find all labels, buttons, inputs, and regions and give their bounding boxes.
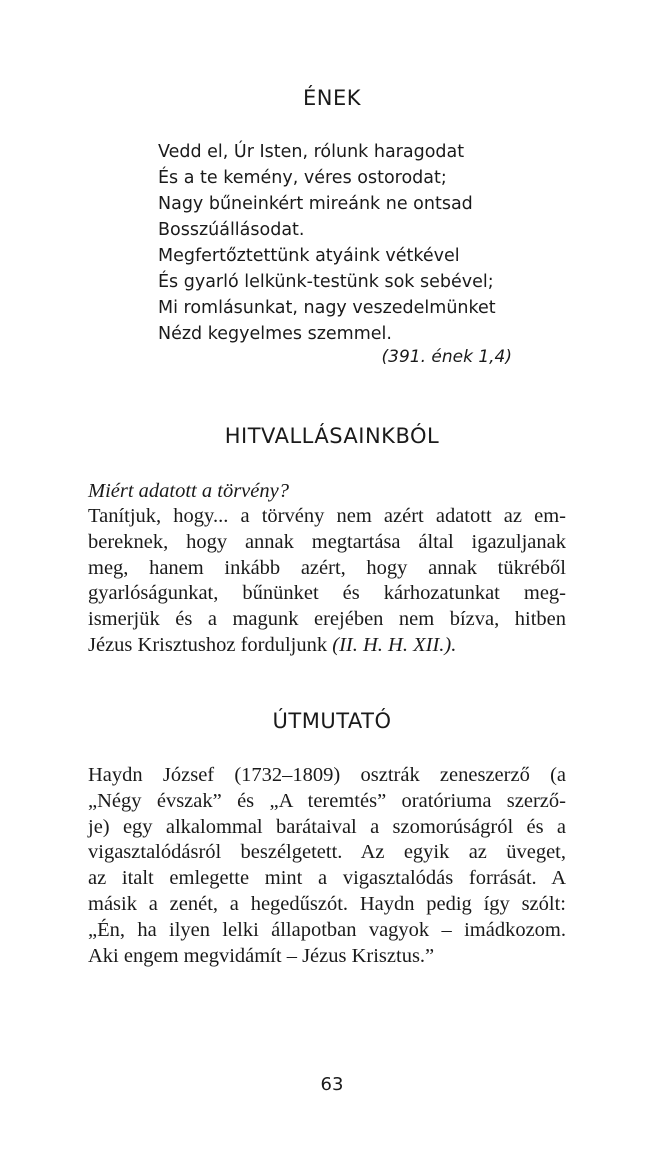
answer-line: gyarlóságunkat, bűnünket és kárhozatunkat meg- bbox=[88, 582, 566, 605]
guide-line: „Én, ha ilyen lelki állapotban vagyok – imádkozom. bbox=[88, 918, 566, 941]
guide-line: az italt emlegette mint a vigasztalódás forrását. A bbox=[88, 867, 566, 890]
answer-line: bereknek, hogy annak megtartása által igazuljanak bbox=[88, 530, 566, 553]
answer-last-text: Jézus Krisztushoz forduljunk bbox=[88, 633, 328, 656]
guide-line: je) egy alkalommal barátaival a szomorúságról és a bbox=[88, 815, 566, 838]
guide-line: Aki engem megvidámít – Jézus Krisztus.” bbox=[88, 944, 435, 967]
guide-text bbox=[88, 763, 566, 969]
hymn-line: Megfertőztettünk atyáink vétkével bbox=[158, 246, 460, 266]
hymn-reference: (391. ének 1,4) bbox=[381, 347, 512, 367]
answer-line: meg, hanem inkább azért, hogy annak tükréből bbox=[88, 556, 566, 579]
confession-answer bbox=[88, 504, 566, 659]
confession-question: Miért adatott a törvény? bbox=[88, 480, 289, 502]
answer-reference: (II. H. H. XII.). bbox=[332, 633, 457, 656]
hymn-line: Bosszúállásodat. bbox=[158, 220, 305, 240]
guide-line: vigasztalódásról beszélgetett. Az egyik az üveget, bbox=[88, 841, 566, 864]
hymn-line: És gyarló lelkünk-testünk sok sebével; bbox=[158, 272, 494, 292]
hymn-line: Mi romlásunkat, nagy veszedelmünket bbox=[158, 298, 496, 318]
answer-line: ismerjük és a magunk erejében nem bízva, hitben bbox=[88, 608, 566, 631]
hymn-verse bbox=[158, 139, 518, 347]
guide-line: másik a zenét, a hegedűszót. Haydn pedig így szólt: bbox=[88, 892, 566, 915]
guide-line: Haydn József (1732–1809) osztrák zeneszerző (a bbox=[88, 764, 566, 786]
answer-line: Tanítjuk, hogy... a törvény nem azért adatott az em- bbox=[88, 505, 566, 527]
hymn-line: És a te kemény, véres ostorodat; bbox=[158, 168, 447, 188]
page-number: 63 bbox=[320, 1074, 344, 1095]
answer-line bbox=[88, 633, 566, 659]
confession-heading: HITVALLÁSAINKBÓL bbox=[224, 424, 440, 448]
hymn-line: Nézd kegyelmes szemmel. bbox=[158, 324, 392, 344]
guide-line: „Négy évszak” és „A teremtés” oratóriuma szerző- bbox=[88, 789, 566, 812]
hymn-heading: ÉNEK bbox=[302, 86, 362, 110]
hymn-line: Nagy bűneinkért mireánk ne ontsad bbox=[158, 194, 473, 214]
guide-heading: ÚTMUTATÓ bbox=[272, 709, 392, 733]
hymn-line: Vedd el, Úr Isten, rólunk haragodat bbox=[158, 142, 465, 162]
